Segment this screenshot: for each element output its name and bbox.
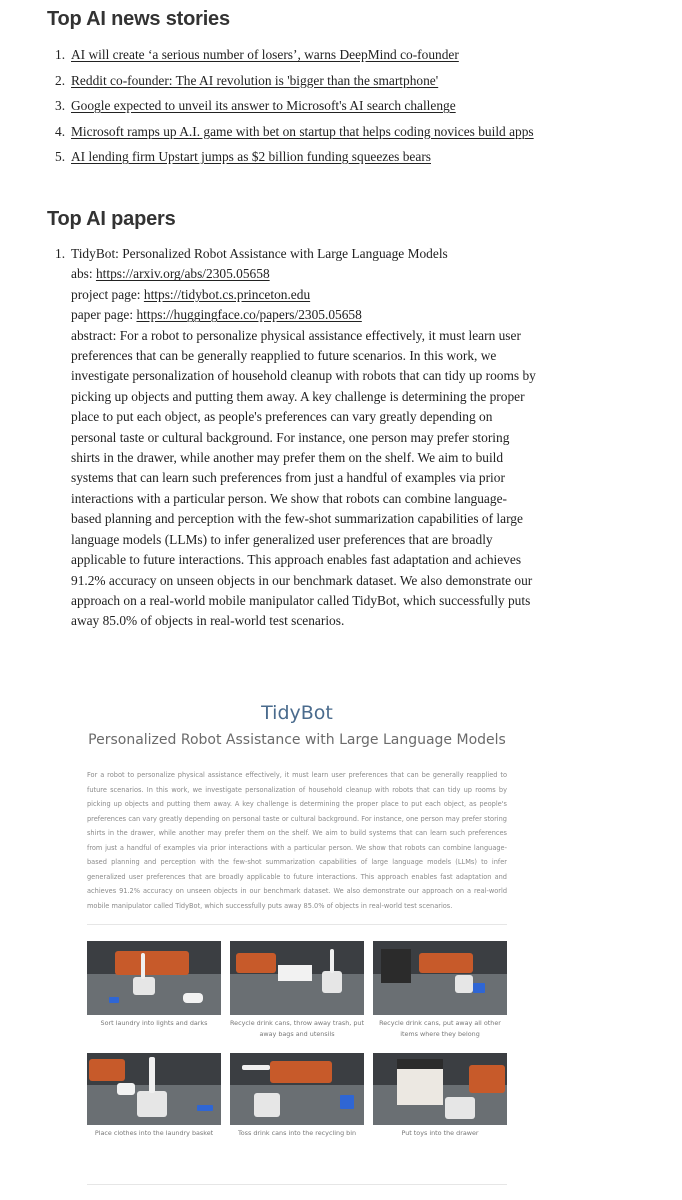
figure-tile-2 — [230, 941, 364, 1040]
robot-photo — [230, 1053, 364, 1125]
list-number: 1. — [55, 47, 66, 62]
figure-tile-3 — [373, 941, 507, 1040]
figure-caption: Recycle drink cans, throw away trash, put away bags and utensils — [230, 1019, 364, 1038]
figure-tile-5 — [230, 1053, 364, 1139]
abs-link[interactable]: https://arxiv.org/abs/2305.05658 — [95, 266, 270, 282]
paper-page-label: paper page: — [71, 307, 134, 323]
abs-label: abs: — [71, 266, 93, 282]
robot-photo — [230, 941, 364, 1015]
list-number: 5. — [55, 149, 66, 164]
divider — [87, 1184, 507, 1185]
news-link-4[interactable]: Microsoft ramps up A.I. game with bet on startup that helps coding novices build apps — [71, 123, 534, 139]
figure-caption: Toss drink cans into the recycling bin — [237, 1129, 357, 1137]
divider — [87, 924, 507, 925]
project-label: project page: — [71, 286, 141, 302]
robot-photo — [87, 941, 221, 1015]
news-list — [47, 44, 537, 172]
list-item — [47, 44, 537, 65]
paper-page-link[interactable]: https://huggingface.co/papers/2305.05658 — [136, 307, 362, 323]
papers-heading: Top AI papers — [47, 208, 176, 230]
list-number: 2. — [55, 72, 66, 88]
list-item — [47, 70, 537, 91]
figure-tile-6 — [373, 1053, 507, 1139]
news-link-3[interactable]: Google expected to unveil its answer to Microsoft's AI search challenge — [71, 98, 456, 113]
figure-title: TidyBot — [261, 702, 333, 724]
news-heading: Top AI news stories — [47, 8, 230, 30]
figure-caption: Sort laundry into lights and darks — [100, 1019, 208, 1027]
tidybot-figure — [87, 700, 507, 1200]
list-number: 1. — [55, 246, 66, 261]
figure-tile-4 — [87, 1053, 221, 1139]
paper-abstract: abstract: For a robot to personalize physical assistance effectively, it must learn user preferences that can be generally reapplied to future scenarios. In this work, we investigate personalization of household cleanup with robots that can tidy up rooms by picking up objects and putting them away. A key challenge is determining the proper place to put each object, as people's preferences can vary greatly depending on personal taste or cultural background. For instance, one person may prefer storing shirts in the drawer, while another may prefer them on the shelf. We aim to build systems that can learn such preferences from just a handful of examples via prior interactions with a particular person. We show that robots can combine language-based planning and perception with the few-shot summarization capabilities of large language models (LLMs) to infer generalized user preferences that are broadly applicable to future interactions. This approach enables fast adaptation and achieves 91.2% accuracy on unseen objects in our benchmark dataset. We also demonstrate our approach on a real-world mobile manipulator called TidyBot, which successfully puts away 85.0% of objects in real-world test scenarios. — [71, 327, 536, 629]
news-link-1[interactable]: AI will create ‘a serious number of losers’, warns DeepMind co-founder — [71, 47, 459, 62]
figure-subtitle: Personalized Robot Assistance with Large Language Models — [88, 732, 506, 748]
paper-page-line — [71, 305, 537, 325]
figure-abstract: For a robot to personalize physical assistance effectively, it must learn user preferences that can be generally reapplied to future scenarios. In this work, we investigate personalization of household cleanup with robots that can tidy up rooms by picking up objects and putting them away. A key challenge is determining the proper place to put each object, as people's preferences can vary greatly depending on personal taste or cultural background. For instance, one person may prefer storing shirts in the drawer, while another may prefer them on the shelf. We aim to build systems that can learn such preferences from just a handful of examples via prior interactions with a particular person. We show that robots can combine language-based planning and perception with the few-shot summarization capabilities of large language models (LLMs) to infer generalized user preferences that are broadly applicable to future interactions. This approach enables fast adaptation and achieves 91.2% accuracy on unseen objects in our benchmark dataset. We also demonstrate our approach on a real-world mobile manipulator called TidyBot, which successfully puts away 85.0% of objects in real-world test scenarios. — [87, 771, 507, 910]
abs-line — [71, 264, 537, 284]
project-line — [71, 285, 537, 305]
figure-caption: Put toys into the drawer — [401, 1129, 479, 1137]
list-item — [47, 146, 537, 167]
news-link-5[interactable]: AI lending firm Upstart jumps as $2 billion funding squeezes bears — [71, 149, 431, 164]
list-number: 4. — [55, 123, 66, 139]
figure-caption: Recycle drink cans, put away all other items where they belong — [379, 1019, 501, 1038]
list-item — [47, 121, 537, 142]
list-item — [47, 244, 537, 632]
project-link[interactable]: https://tidybot.cs.princeton.edu — [143, 286, 311, 302]
papers-list — [47, 244, 537, 632]
robot-photo — [373, 941, 507, 1015]
news-link-2[interactable]: Reddit co-founder: The AI revolution is 'bigger than the smartphone' — [71, 72, 439, 88]
list-number: 3. — [55, 98, 66, 113]
list-item — [47, 95, 537, 116]
robot-photo — [87, 1053, 221, 1125]
robot-photo — [373, 1053, 507, 1125]
figure-caption: Place clothes into the laundry basket — [94, 1129, 214, 1137]
figure-tile-1 — [87, 941, 221, 1029]
paper-title: TidyBot: Personalized Robot Assistance with Large Language Models — [71, 246, 448, 261]
